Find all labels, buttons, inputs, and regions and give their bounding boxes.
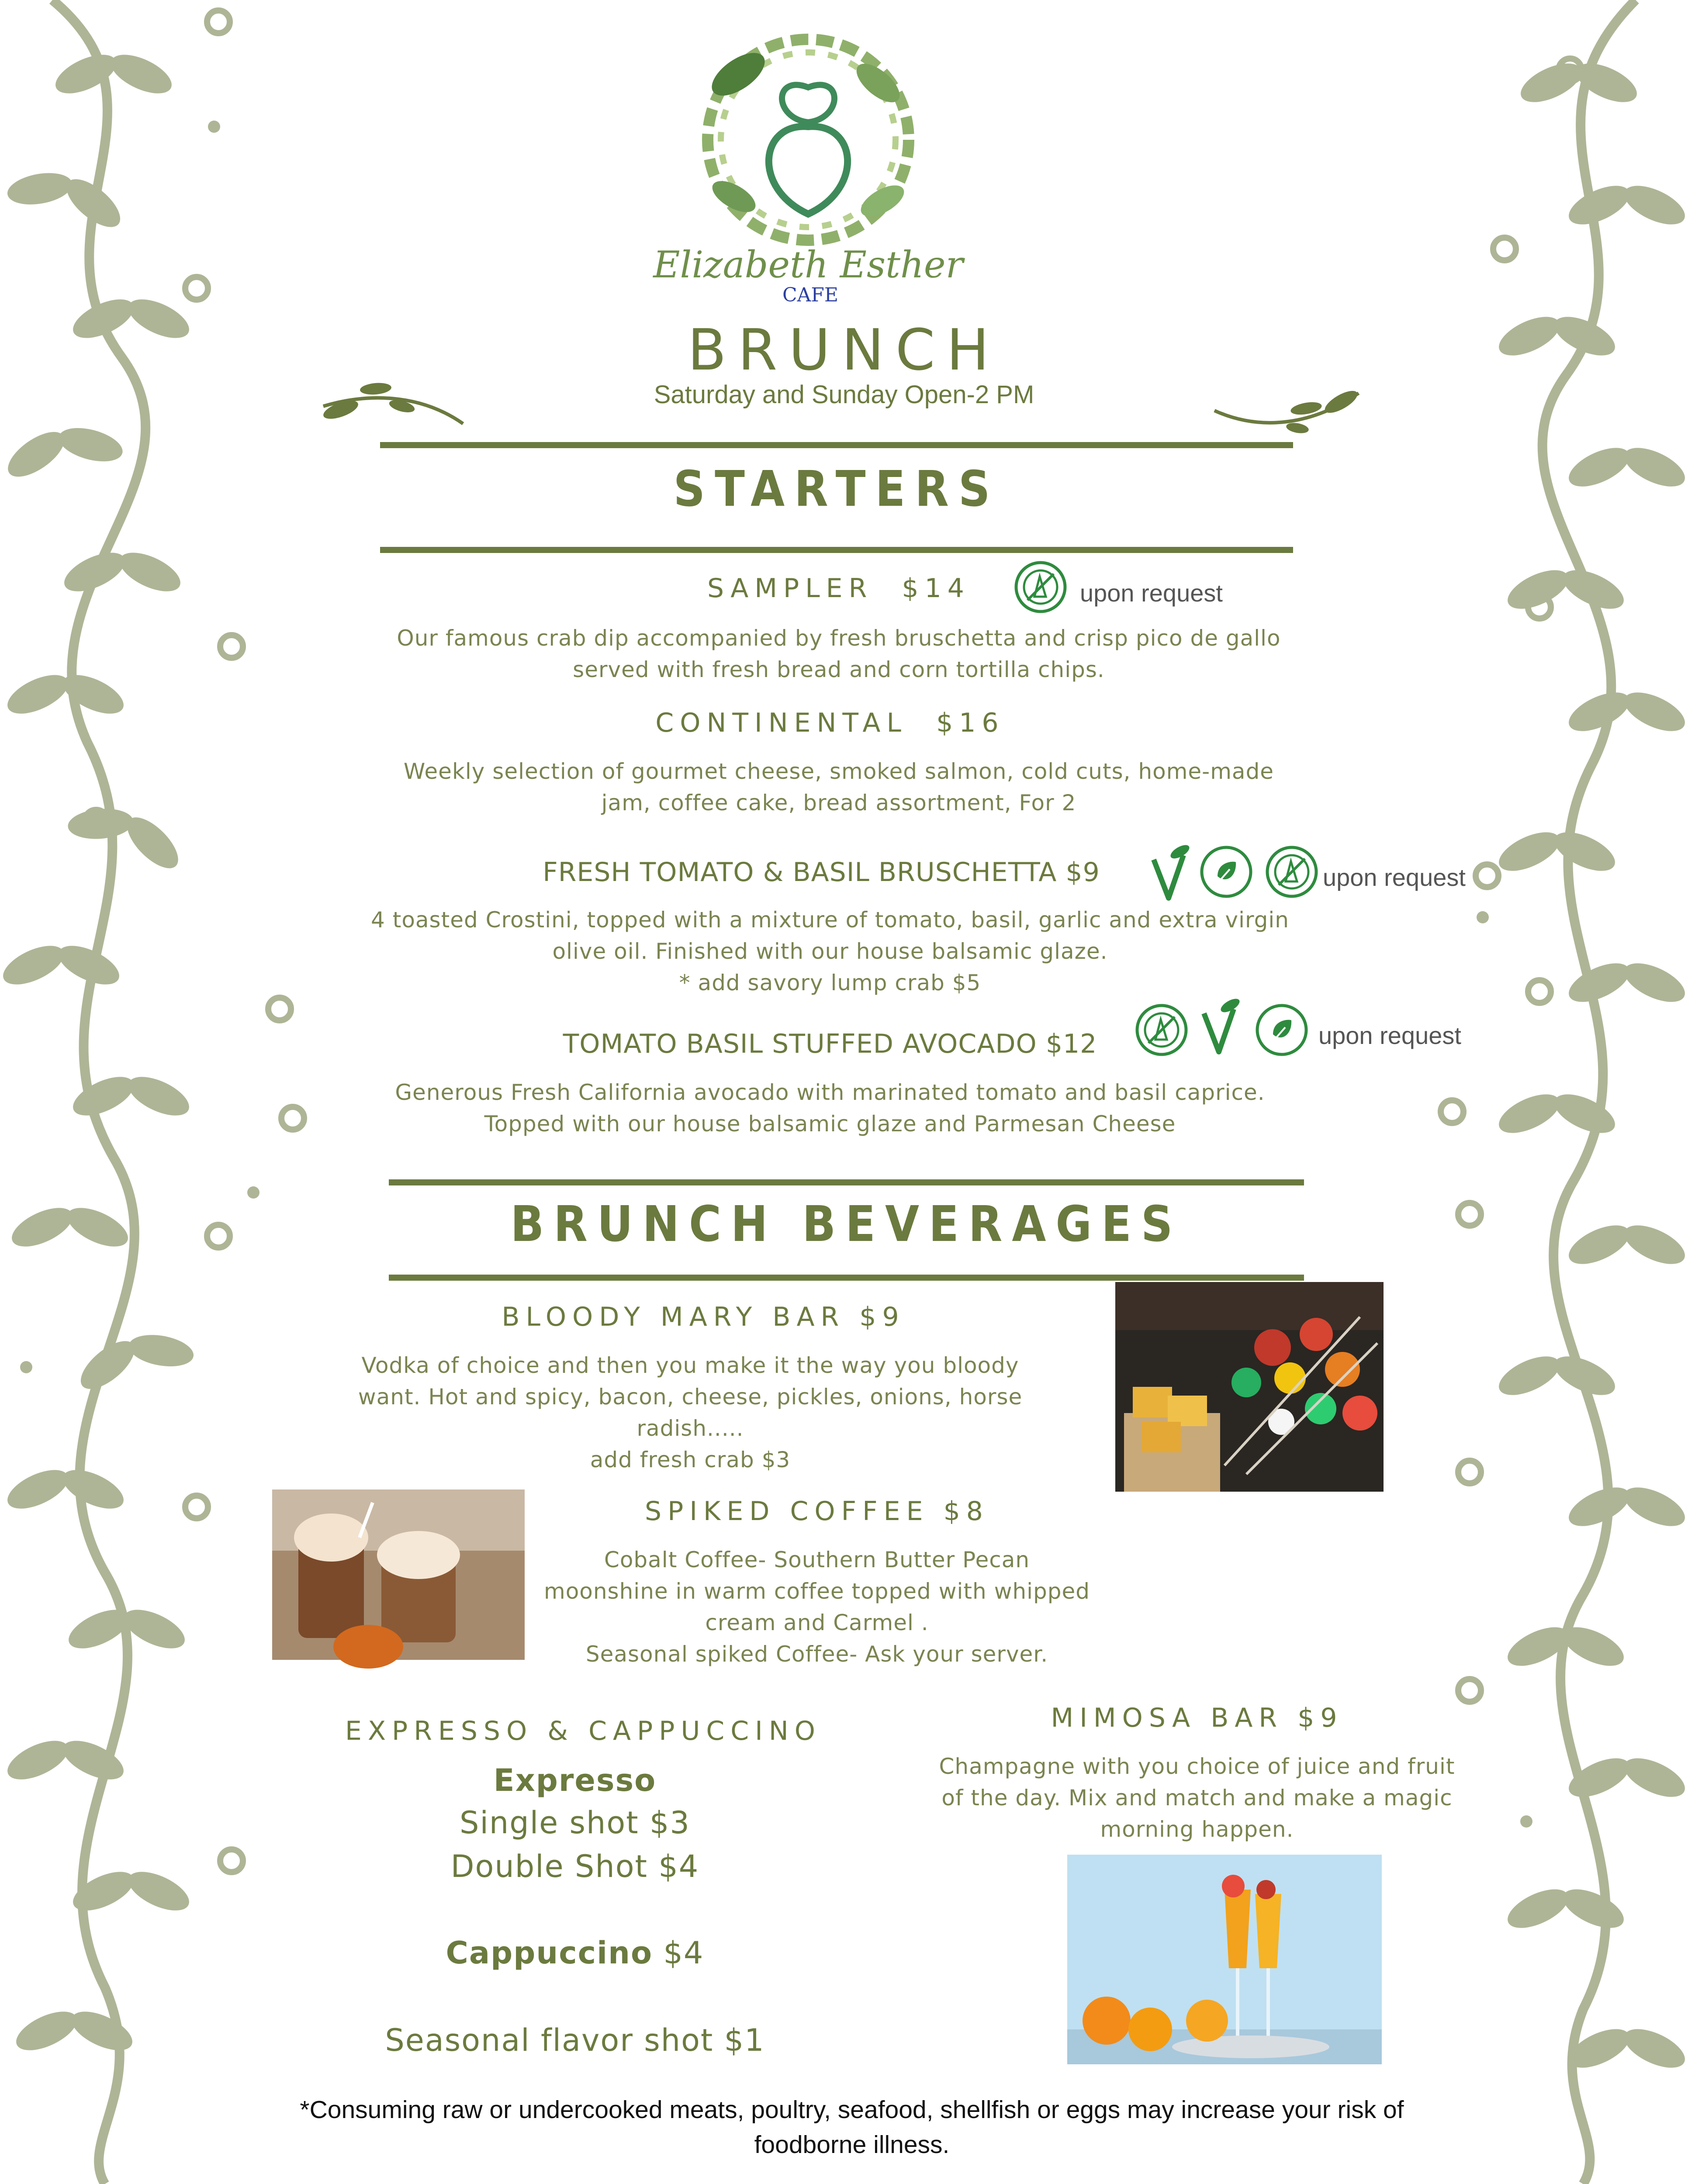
sampler-title (699, 573, 979, 604)
vegetarian-icon (1195, 1000, 1243, 1057)
bloody-mary-title: BLOODY MARY BAR $9 (502, 1302, 905, 1332)
spiked-coffee-description: Cobalt Coffee- Southern Butter Pecan moonshine in warm coffee topped with whipped cream and Carmel . Seasonal spiked Coffee- Ask your server. (543, 1547, 1090, 1667)
cafe-logo (653, 22, 963, 310)
hours-text: Saturday and Sunday Open-2 PM (654, 380, 1034, 409)
mimosa-description: Champagne with you choice of juice and fruit of the day. Mix and match and make a magic morning happen. (939, 1754, 1455, 1842)
mimosa-photo (1067, 1855, 1382, 2064)
cappuccino-price: $4 (663, 1935, 704, 1971)
gluten-free-icon (1135, 1003, 1189, 1057)
left-branch-flourish (315, 376, 472, 428)
beverages-heading: BRUNCH BEVERAGES (510, 1196, 1183, 1253)
vegan-icon (1199, 845, 1253, 899)
spiked-coffee-photo (272, 1489, 525, 1660)
avocado-title: TOMATO BASIL STUFFED AVOCADO $12 (563, 1029, 1097, 1059)
continental-description: Weekly selection of gourmet cheese, smoked salmon, cold cuts, home-made jam, coffee cake, bread assortment, For 2 (403, 759, 1274, 816)
food-safety-disclaimer: *Consuming raw or undercooked meats, poultry, seafood, shellfish or eggs may increase your risk of foodborne illness. (300, 2096, 1404, 2159)
right-branch-flourish (1210, 384, 1367, 437)
bruschetta-description: 4 toasted Crostini, topped with a mixture of tomato, basil, garlic and extra virgin olive oil. Finished with our house balsamic glaze. * add savory lump crab $5 (371, 907, 1289, 995)
starters-bottom-rule (380, 547, 1293, 553)
logo-sub: CAFE (782, 284, 839, 306)
bloody-mary-bar-photo (1115, 1282, 1384, 1492)
sampler-price: $14 (902, 573, 970, 604)
bloody-mary-description: Vodka of choice and then you make it the way you bloody want. Hot and spicy, bacon, cheese, pickles, onions, horse radish..... add fresh crab $3 (358, 1353, 1023, 1472)
bruschetta-note: upon request (1323, 864, 1466, 891)
avocado-description: Generous Fresh California avocado with marinated tomato and basil caprice. Topped with our house balsamic glaze and Parmesan Cheese (395, 1080, 1265, 1137)
spiked-coffee-title: SPIKED COFFEE $8 (645, 1496, 989, 1527)
sampler-description: Our famous crab dip accompanied by fresh bruschetta and crisp pico de gallo served with fresh bread and corn tortilla chips. (397, 625, 1281, 682)
double-shot-price: Double Shot $4 (450, 1849, 699, 1884)
bruschetta-title: FRESH TOMATO & BASIL BRUSCHETTA $9 (543, 857, 1100, 888)
continental-name: CONTINENTAL (655, 708, 907, 738)
beverages-bottom-rule (389, 1275, 1304, 1281)
expresso-label: Expresso (493, 1762, 657, 1798)
logo-name: Elizabeth Esther (653, 243, 963, 286)
vegan-icon (1255, 1003, 1309, 1057)
vegetarian-icon (1145, 847, 1193, 903)
single-shot-price: Single shot $3 (460, 1805, 690, 1841)
continental-price: $16 (936, 708, 1005, 738)
gluten-free-icon (1013, 560, 1068, 614)
gluten-free-icon (1265, 845, 1319, 899)
beverages-top-rule (389, 1179, 1304, 1185)
expresso-cappuccino-title: EXPRESSO & CAPPUCCINO (345, 1716, 821, 1746)
starters-heading: STARTERS (673, 461, 1000, 518)
continental-title (612, 708, 1048, 738)
starters-top-rule (380, 442, 1293, 448)
cappuccino-label: Cappuccino (446, 1935, 653, 1971)
cappuccino-line (335, 1935, 815, 1971)
page-title: BRUNCH (687, 317, 1001, 383)
avocado-note: upon request (1318, 1022, 1461, 1049)
sampler-name: SAMPLER (707, 573, 873, 604)
mimosa-title: MIMOSA BAR $9 (1051, 1703, 1343, 1733)
seasonal-flavor-shot: Seasonal flavor shot $1 (385, 2022, 765, 2058)
sampler-note: upon request (1080, 579, 1223, 607)
